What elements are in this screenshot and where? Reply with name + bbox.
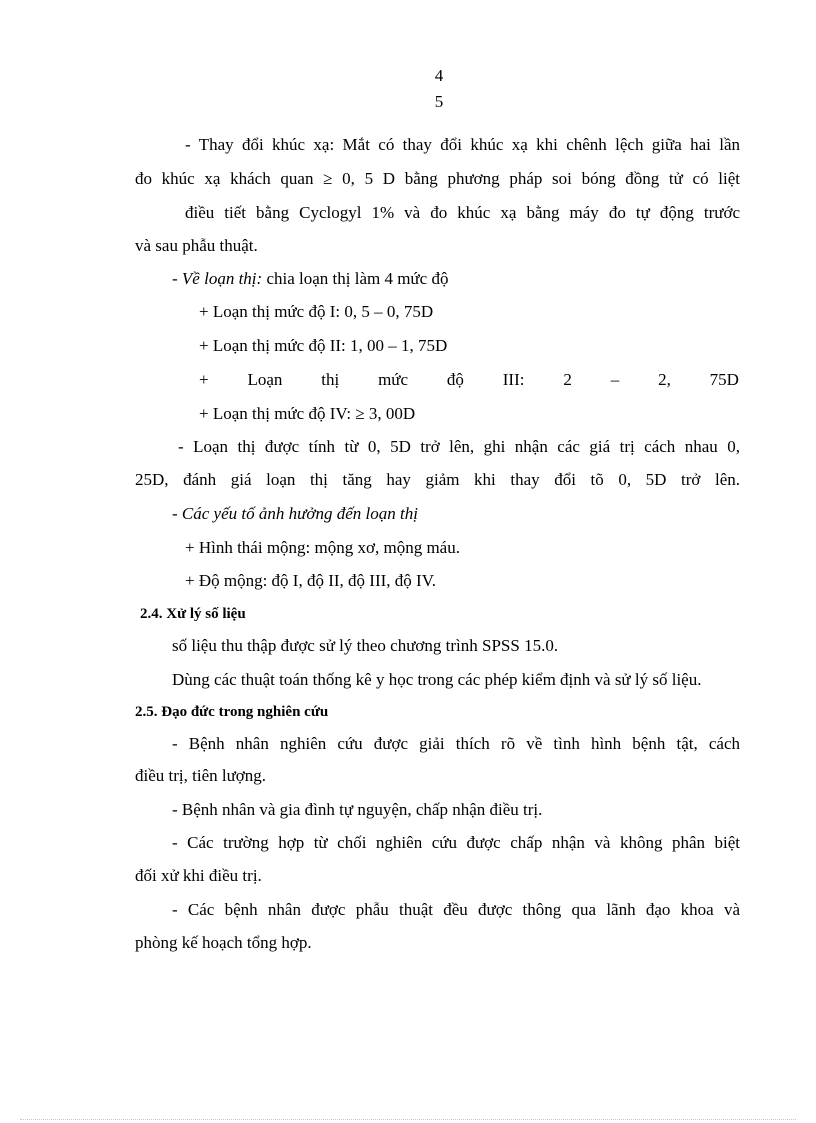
- section-2-5-title: 2.5. Đạo đức trong nghiên cứu: [135, 704, 329, 720]
- refraction-line-3: điều tiết bằng Cyclogyl 1% và đo khúc xạ bằng máy đo tự động trước: [185, 203, 740, 222]
- page-number-top: 4: [434, 66, 444, 85]
- astigmatism-calc-2: 25D, đánh giá loạn thị tăng hay giảm khi thay đổi tõ 0, 5D trở lên.: [135, 470, 740, 489]
- ethics-bullet-1a: - Bệnh nhân nghiên cứu được giải thích rõ về tình hình bệnh tật, cách: [172, 734, 740, 753]
- level3-word: –: [610, 370, 620, 389]
- astigmatism-text: chia loạn thị làm 4 mức độ: [262, 269, 449, 288]
- level3-word: Loạn: [247, 370, 283, 389]
- factor-1: + Hình thái mộng: mộng xơ, mộng máu.: [185, 538, 460, 557]
- astigmatism-heading: - Về loạn thị: chia loạn thị làm 4 mức độ: [172, 269, 449, 288]
- ethics-bullet-2: - Bệnh nhân và gia đình tự nguyện, chấp nhận điều trị.: [172, 800, 543, 819]
- ethics-bullet-4b: phòng kế hoạch tổng hợp.: [135, 933, 312, 952]
- level3-word: +: [199, 370, 209, 389]
- factor-2: + Độ mộng: độ I, độ II, độ III, độ IV.: [185, 571, 437, 590]
- level3-word: 2,: [658, 370, 671, 389]
- level3-word: mức: [378, 370, 409, 389]
- level3-word: 2: [563, 370, 572, 389]
- astigmatism-label: Về loạn thị:: [181, 269, 263, 288]
- level3-word: 75D: [709, 370, 739, 389]
- level3-word: thị: [321, 370, 340, 389]
- page-number-bottom: 5: [434, 92, 444, 111]
- section-2-4-title: 2.4. Xử lý số liệu: [140, 606, 246, 622]
- level3-word: độ: [446, 370, 464, 389]
- ethics-bullet-3a: - Các trường hợp từ chối nghiên cứu được chấp nhận và không phân biệt: [172, 833, 740, 852]
- astigmatism-level-3: [199, 369, 739, 391]
- page-bottom-rule: [20, 1119, 796, 1120]
- section-2-4-para-1: số liệu thu thập được sử lý theo chương trình SPSS 15.0.: [172, 636, 559, 655]
- astigmatism-level-1: + Loạn thị mức độ I: 0, 5 – 0, 75D: [199, 302, 434, 321]
- refraction-line-4: và sau phẫu thuật.: [135, 236, 258, 255]
- refraction-line-2: đo khúc xạ khách quan ≥ 0, 5 D bằng phương pháp soi bóng đồng tử có liệt: [135, 169, 740, 188]
- factors-heading: - Các yếu tố ảnh hưởng đến loạn thị: [172, 504, 418, 523]
- astigmatism-calc-1: - Loạn thị được tính từ 0, 5D trở lên, ghi nhận các giá trị cách nhau 0,: [178, 437, 740, 456]
- section-2-4-para-2: Dùng các thuật toán thống kê y học trong các phép kiểm định và sử lý số liệu.: [172, 670, 702, 689]
- ethics-bullet-1b: điều trị, tiên lượng.: [135, 766, 267, 785]
- refraction-line-1: - Thay đổi khúc xạ: Mắt có thay đổi khúc xạ khi chênh lệch giữa hai lần: [185, 135, 740, 154]
- astigmatism-level-4: + Loạn thị mức độ IV: ≥ 3, 00D: [199, 404, 416, 423]
- astigmatism-level-2: + Loạn thị mức độ II: 1, 00 – 1, 75D: [199, 336, 448, 355]
- ethics-bullet-3b: đối xử khi điều trị.: [135, 866, 262, 885]
- level3-word: III:: [502, 370, 525, 389]
- ethics-bullet-4a: - Các bệnh nhân được phẫu thuật đều được thông qua lãnh đạo khoa và: [172, 900, 740, 919]
